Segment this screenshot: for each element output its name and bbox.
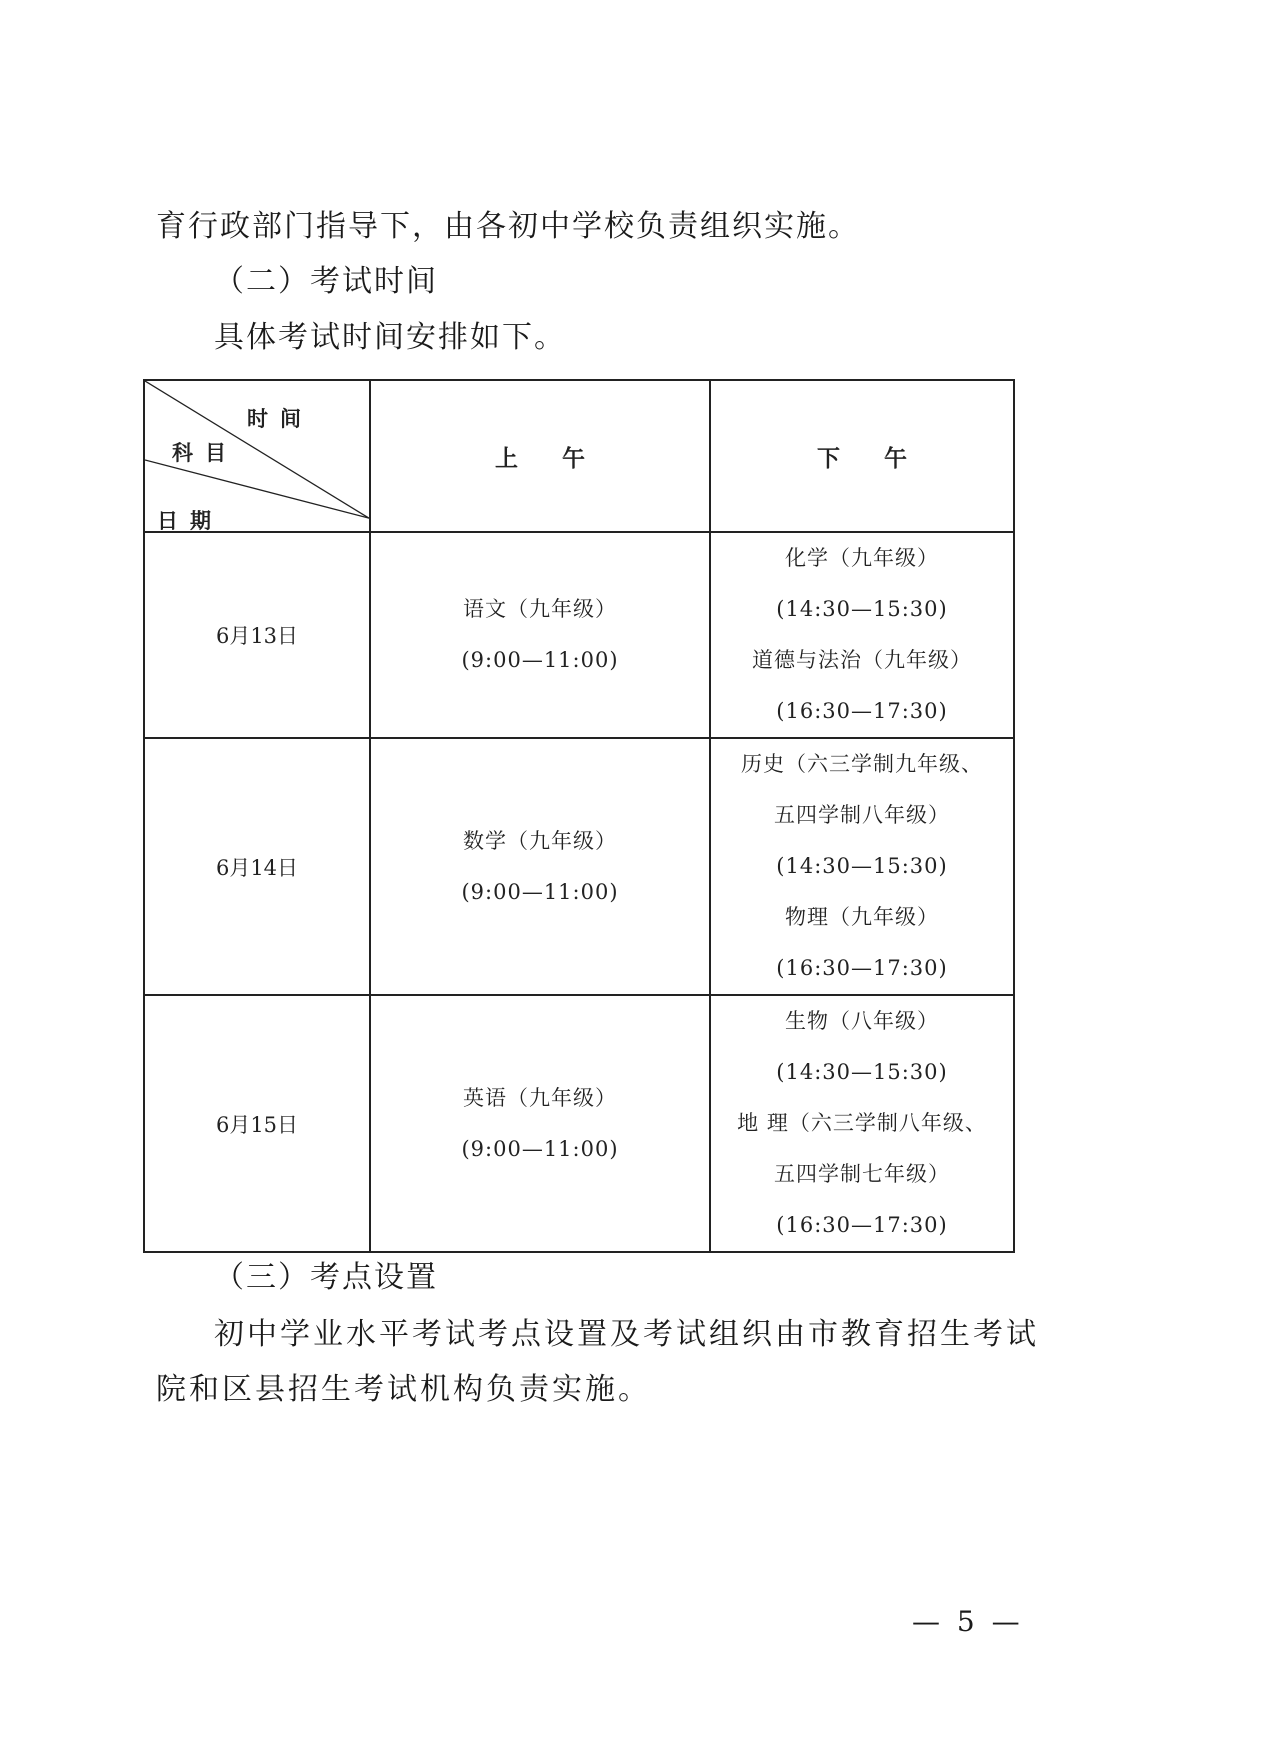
afternoon-cell: [710, 995, 1014, 1252]
cell-line: 物理（九年级）: [785, 905, 939, 929]
afternoon-cell: [710, 738, 1014, 995]
cell-line: 道德与法治（九年级）: [752, 648, 972, 672]
cell-line: 五四学制七年级）: [774, 1162, 950, 1186]
cell-line: (16:30—17:30): [776, 1213, 948, 1237]
cell-line: 语文（九年级）: [463, 597, 617, 621]
exam-sites-body-line-1: 初中学业水平考试考点设置及考试组织由市教育招生考试: [214, 1317, 1039, 1352]
date-cell: 6月13日: [144, 532, 370, 738]
header-subject-label: 科目: [172, 440, 238, 465]
table-row: [144, 738, 1014, 995]
page-number: — 5 —: [912, 1605, 1024, 1638]
cell-line: (9:00—11:00): [461, 879, 619, 904]
exam-schedule-table: [143, 379, 1015, 1253]
cell-line: (9:00—11:00): [461, 1136, 619, 1161]
exam-time-intro: 具体考试时间安排如下。: [214, 320, 566, 355]
table-row: [144, 995, 1014, 1252]
cell-line: 英语（九年级）: [463, 1085, 617, 1110]
afternoon-cell: [710, 532, 1014, 738]
header-morning: 上午: [370, 380, 710, 532]
exam-sites-body-line-2: 院和区县招生考试机构负责实施。: [156, 1372, 651, 1407]
diagonal-header-cell: [144, 380, 370, 532]
table-row: [144, 532, 1014, 738]
morning-cell: [370, 738, 710, 995]
header-afternoon: 下午: [710, 380, 1014, 532]
cell-line: 数学（九年级）: [463, 828, 617, 853]
continuation-text: 育行政部门指导下，由各初中学校负责组织实施。: [156, 209, 860, 244]
morning-cell: [370, 532, 710, 738]
cell-line: (14:30—15:30): [776, 854, 948, 878]
cell-line: 地 理（六三学制八年级、: [737, 1111, 987, 1135]
cell-line: (14:30—15:30): [776, 597, 948, 621]
cell-line: 生物（八年级）: [785, 1009, 939, 1033]
cell-line: 化学（九年级）: [785, 546, 939, 570]
cell-line: (16:30—17:30): [776, 956, 948, 980]
cell-line: (16:30—17:30): [776, 699, 948, 723]
section-heading-exam-sites: （三）考点设置: [214, 1260, 438, 1295]
cell-line: 五四学制八年级）: [774, 803, 950, 827]
header-time-label: 时间: [247, 406, 313, 431]
cell-line: 历史（六三学制九年级、: [741, 752, 983, 776]
table-header-row: [144, 380, 1014, 532]
date-cell: 6月14日: [144, 738, 370, 995]
cell-line: (9:00—11:00): [461, 648, 619, 672]
header-date-label: 日期: [157, 508, 223, 533]
section-heading-exam-time: （二）考试时间: [214, 264, 438, 299]
cell-line: (14:30—15:30): [776, 1060, 948, 1084]
date-cell: 6月15日: [144, 995, 370, 1252]
morning-cell: [370, 995, 710, 1252]
